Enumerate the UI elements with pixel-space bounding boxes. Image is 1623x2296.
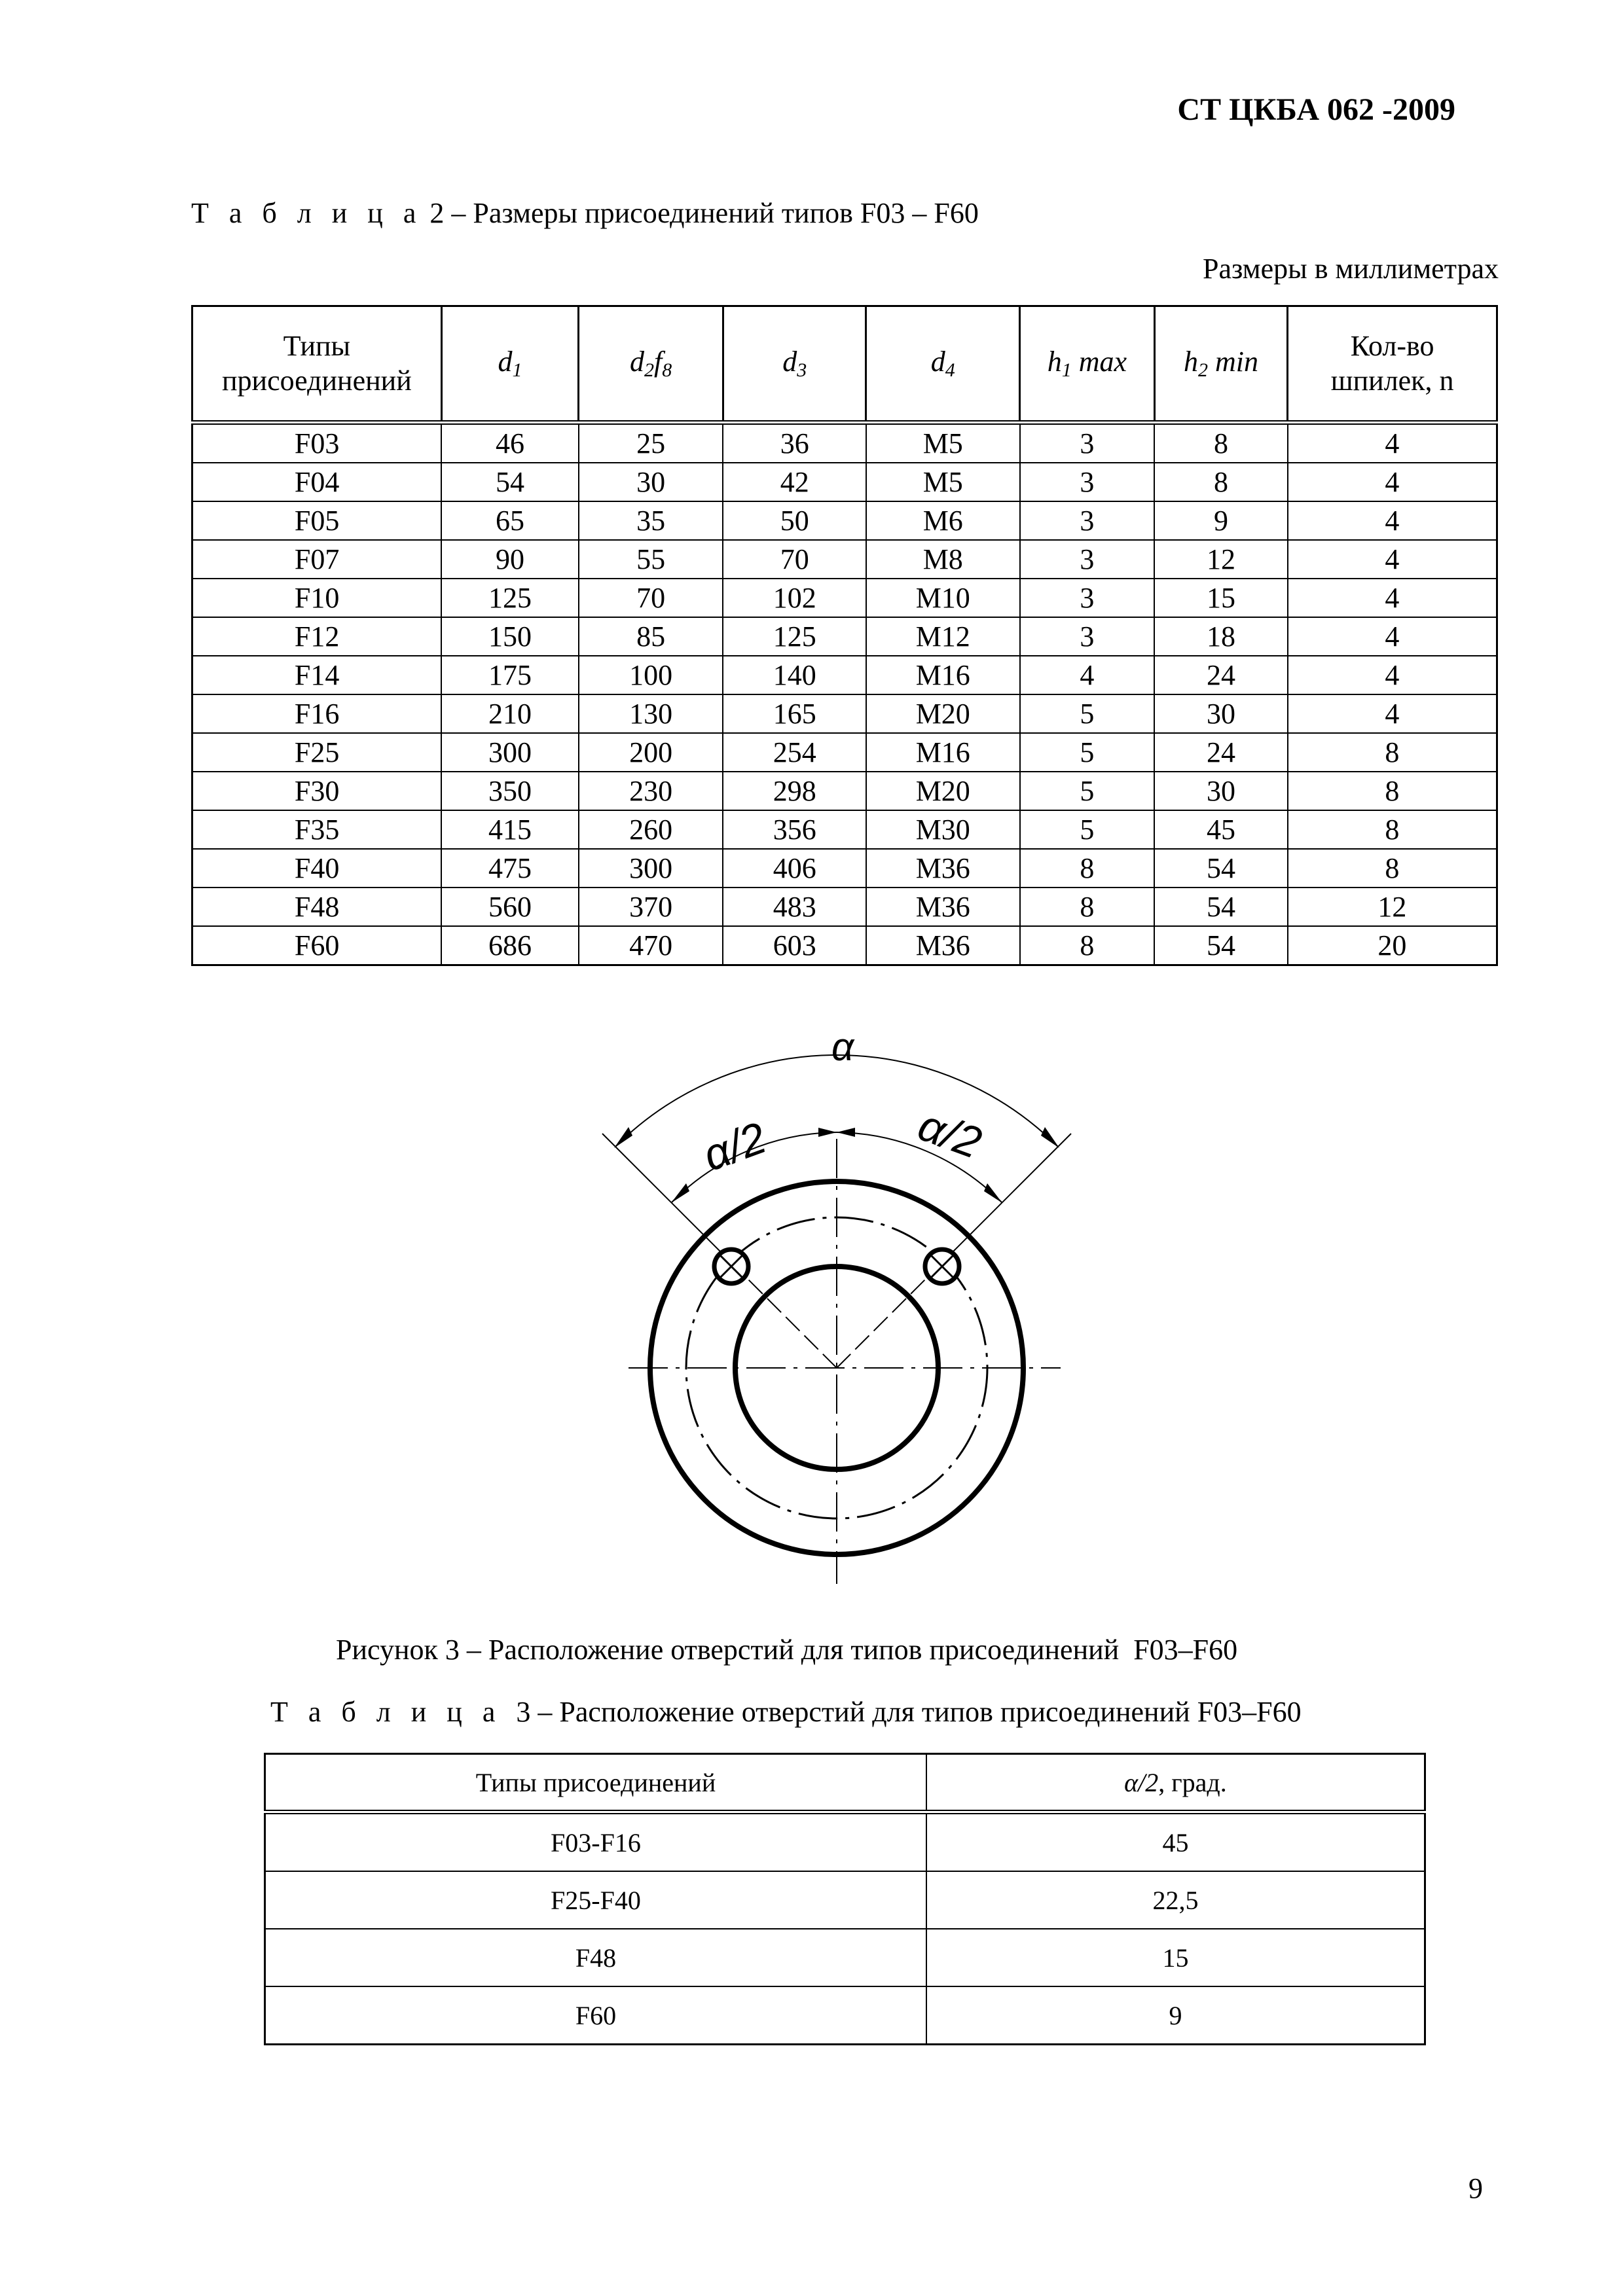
table-row xyxy=(265,1812,1425,1872)
table-cell: F25 xyxy=(192,733,442,772)
header-d1: $d_1$ xyxy=(441,306,579,423)
table3-header-row xyxy=(265,1754,1425,1812)
table-cell: 8 xyxy=(1020,926,1155,965)
table-cell: 8 xyxy=(1288,810,1497,849)
table-cell: 406 xyxy=(723,849,866,888)
table-cell: 22,5 xyxy=(926,1871,1425,1929)
table-cell: 370 xyxy=(579,888,723,926)
table-cell: 100 xyxy=(579,656,723,694)
table-cell: F60 xyxy=(265,1986,926,2045)
table-cell: 3 xyxy=(1020,617,1155,656)
table3-caption-text: 3 – Расположение отверстий для типов присоединений F03–F60 xyxy=(501,1696,1302,1728)
table-cell: 254 xyxy=(723,733,866,772)
table-cell: M5 xyxy=(866,463,1020,501)
bolt-hole-right xyxy=(925,1249,959,1283)
table-cell: 70 xyxy=(723,540,866,579)
table-cell: 12 xyxy=(1288,888,1497,926)
table-cell: M20 xyxy=(866,772,1020,810)
table-cell: 50 xyxy=(723,501,866,540)
table-row xyxy=(265,1871,1425,1929)
hole-position-table xyxy=(264,1753,1426,2045)
table-cell: 24 xyxy=(1154,733,1288,772)
table-cell: 300 xyxy=(441,733,579,772)
arrow-inner-right-center xyxy=(837,1128,855,1137)
table-cell: 42 xyxy=(723,463,866,501)
table-cell: M36 xyxy=(866,849,1020,888)
table-cell: M30 xyxy=(866,810,1020,849)
header-h1-max: $h_1$ max xyxy=(1020,306,1155,423)
table-cell: 24 xyxy=(1154,656,1288,694)
arrow-inner-right-end xyxy=(984,1183,1002,1203)
table-cell: 4 xyxy=(1288,656,1497,694)
table-cell: M16 xyxy=(866,733,1020,772)
table-cell: 46 xyxy=(441,423,579,463)
header-h2-min: $h_2$ min xyxy=(1154,306,1288,423)
table-cell: M20 xyxy=(866,694,1020,733)
arrow-inner-left-end xyxy=(671,1183,689,1203)
table-cell: 30 xyxy=(579,463,723,501)
table-cell: 4 xyxy=(1288,579,1497,617)
units-note: Размеры в миллиметрах xyxy=(1203,253,1499,285)
table-cell: 300 xyxy=(579,849,723,888)
header-d4: $d_4$ xyxy=(866,306,1020,423)
label-half-alpha-left: α/2 xyxy=(697,1113,773,1181)
table-cell: 90 xyxy=(441,540,579,579)
table-cell: 165 xyxy=(723,694,866,733)
table-cell: 70 xyxy=(579,579,723,617)
document-code: СТ ЦКБА 062 -2009 xyxy=(1177,92,1455,127)
bolt-hole-left xyxy=(714,1249,748,1283)
table2-caption-text: 2 – Размеры присоединений типов F03 – F60 xyxy=(422,197,979,229)
table-cell: 9 xyxy=(1154,501,1288,540)
table-cell: 3 xyxy=(1020,540,1155,579)
table-cell: 3 xyxy=(1020,579,1155,617)
header-connection-type: Типы присоединений xyxy=(192,306,442,423)
table-cell: 175 xyxy=(441,656,579,694)
table-cell: 65 xyxy=(441,501,579,540)
arrow-inner-left-center xyxy=(818,1128,837,1137)
table-cell: F14 xyxy=(192,656,442,694)
table-cell: 54 xyxy=(1154,926,1288,965)
table-cell: F30 xyxy=(192,772,442,810)
table-cell: 470 xyxy=(579,926,723,965)
table-cell: 350 xyxy=(441,772,579,810)
table-cell: 4 xyxy=(1288,540,1497,579)
table-cell: M36 xyxy=(866,926,1020,965)
table-cell: M36 xyxy=(866,888,1020,926)
table-cell: 15 xyxy=(1154,579,1288,617)
table-cell: F40 xyxy=(192,849,442,888)
table-cell: M16 xyxy=(866,656,1020,694)
table-cell: 5 xyxy=(1020,694,1155,733)
table-cell: 30 xyxy=(1154,694,1288,733)
table-cell: 125 xyxy=(441,579,579,617)
table-cell: F10 xyxy=(192,579,442,617)
header-d2f8: $d_2f_8$ xyxy=(579,306,723,423)
label-alpha: α xyxy=(831,1025,854,1069)
table-cell: 260 xyxy=(579,810,723,849)
table-cell: M8 xyxy=(866,540,1020,579)
table-cell: 298 xyxy=(723,772,866,810)
table-cell: M5 xyxy=(866,423,1020,463)
table-cell: 45 xyxy=(926,1812,1425,1872)
table-cell: F03-F16 xyxy=(265,1812,926,1872)
table-cell: 140 xyxy=(723,656,866,694)
table-cell: F07 xyxy=(192,540,442,579)
table-cell: 356 xyxy=(723,810,866,849)
table-cell: M10 xyxy=(866,579,1020,617)
table-cell: 25 xyxy=(579,423,723,463)
table-cell: 9 xyxy=(926,1986,1425,2045)
table-cell: 603 xyxy=(723,926,866,965)
table-cell: 150 xyxy=(441,617,579,656)
table-cell: F48 xyxy=(192,888,442,926)
table-cell: 475 xyxy=(441,849,579,888)
table-cell: 54 xyxy=(1154,849,1288,888)
table-cell: 3 xyxy=(1020,423,1155,463)
table-cell: 8 xyxy=(1288,772,1497,810)
table-cell: 4 xyxy=(1288,501,1497,540)
table-cell: 45 xyxy=(1154,810,1288,849)
table-row xyxy=(265,1986,1425,2045)
arrow-outer-left xyxy=(614,1127,632,1148)
table3-caption xyxy=(270,1695,1302,1729)
table-cell: M12 xyxy=(866,617,1020,656)
table3-caption-prefix: Т а б л и ц а xyxy=(270,1696,502,1728)
table-cell: 35 xyxy=(579,501,723,540)
table-cell: 20 xyxy=(1288,926,1497,965)
table-cell: F16 xyxy=(192,694,442,733)
table-cell: 686 xyxy=(441,926,579,965)
table-cell: F60 xyxy=(192,926,442,965)
table-row xyxy=(265,1929,1425,1986)
table-cell: 5 xyxy=(1020,810,1155,849)
table-cell: 5 xyxy=(1020,733,1155,772)
table-cell: 15 xyxy=(926,1929,1425,1986)
table-cell: 8 xyxy=(1288,733,1497,772)
table-cell: 54 xyxy=(1154,888,1288,926)
table-cell: 85 xyxy=(579,617,723,656)
table-cell: 55 xyxy=(579,540,723,579)
table-cell: 230 xyxy=(579,772,723,810)
table-cell: 4 xyxy=(1288,617,1497,656)
header-half-angle: α/2, град. xyxy=(926,1754,1425,1812)
page-number: 9 xyxy=(1468,2172,1483,2204)
table-cell: 560 xyxy=(441,888,579,926)
table-cell: 125 xyxy=(723,617,866,656)
table-cell: 4 xyxy=(1288,694,1497,733)
table-cell: 4 xyxy=(1288,463,1497,501)
header-d3: $d_3$ xyxy=(723,306,866,423)
table-cell: 102 xyxy=(723,579,866,617)
header-stud-count: Кол-во шпилек, n xyxy=(1288,306,1497,423)
table-cell: 36 xyxy=(723,423,866,463)
table-cell: 12 xyxy=(1154,540,1288,579)
table-cell: 5 xyxy=(1020,772,1155,810)
table-cell: 8 xyxy=(1020,888,1155,926)
table-cell: 54 xyxy=(441,463,579,501)
table-cell: 8 xyxy=(1288,849,1497,888)
table-cell: F25-F40 xyxy=(265,1871,926,1929)
table-cell: F03 xyxy=(192,423,442,463)
table-cell: 4 xyxy=(1288,423,1497,463)
table-cell: M6 xyxy=(866,501,1020,540)
table-cell: F12 xyxy=(192,617,442,656)
table-cell: 483 xyxy=(723,888,866,926)
table-cell: 4 xyxy=(1020,656,1155,694)
table2-caption-prefix: Т а б л и ц а xyxy=(191,197,423,229)
label-half-alpha-right: α/2 xyxy=(911,1100,988,1168)
table-cell: 30 xyxy=(1154,772,1288,810)
table-cell: F35 xyxy=(192,810,442,849)
table-cell: 130 xyxy=(579,694,723,733)
table-cell: 8 xyxy=(1020,849,1155,888)
table-cell: 3 xyxy=(1020,463,1155,501)
table-cell: 18 xyxy=(1154,617,1288,656)
header-connection-type: Типы присоединений xyxy=(265,1754,926,1812)
table-cell: 210 xyxy=(441,694,579,733)
table-cell: 415 xyxy=(441,810,579,849)
table-cell: F05 xyxy=(192,501,442,540)
figure3-caption: Рисунок 3 – Расположение отверстий для типов присоединений F03–F60 xyxy=(336,1634,1238,1666)
table-cell: F48 xyxy=(265,1929,926,1986)
table-cell: 8 xyxy=(1154,423,1288,463)
table-cell: 8 xyxy=(1154,463,1288,501)
table-cell: 200 xyxy=(579,733,723,772)
table-cell: F04 xyxy=(192,463,442,501)
arrow-outer-right xyxy=(1041,1127,1059,1148)
table-cell: 3 xyxy=(1020,501,1155,540)
